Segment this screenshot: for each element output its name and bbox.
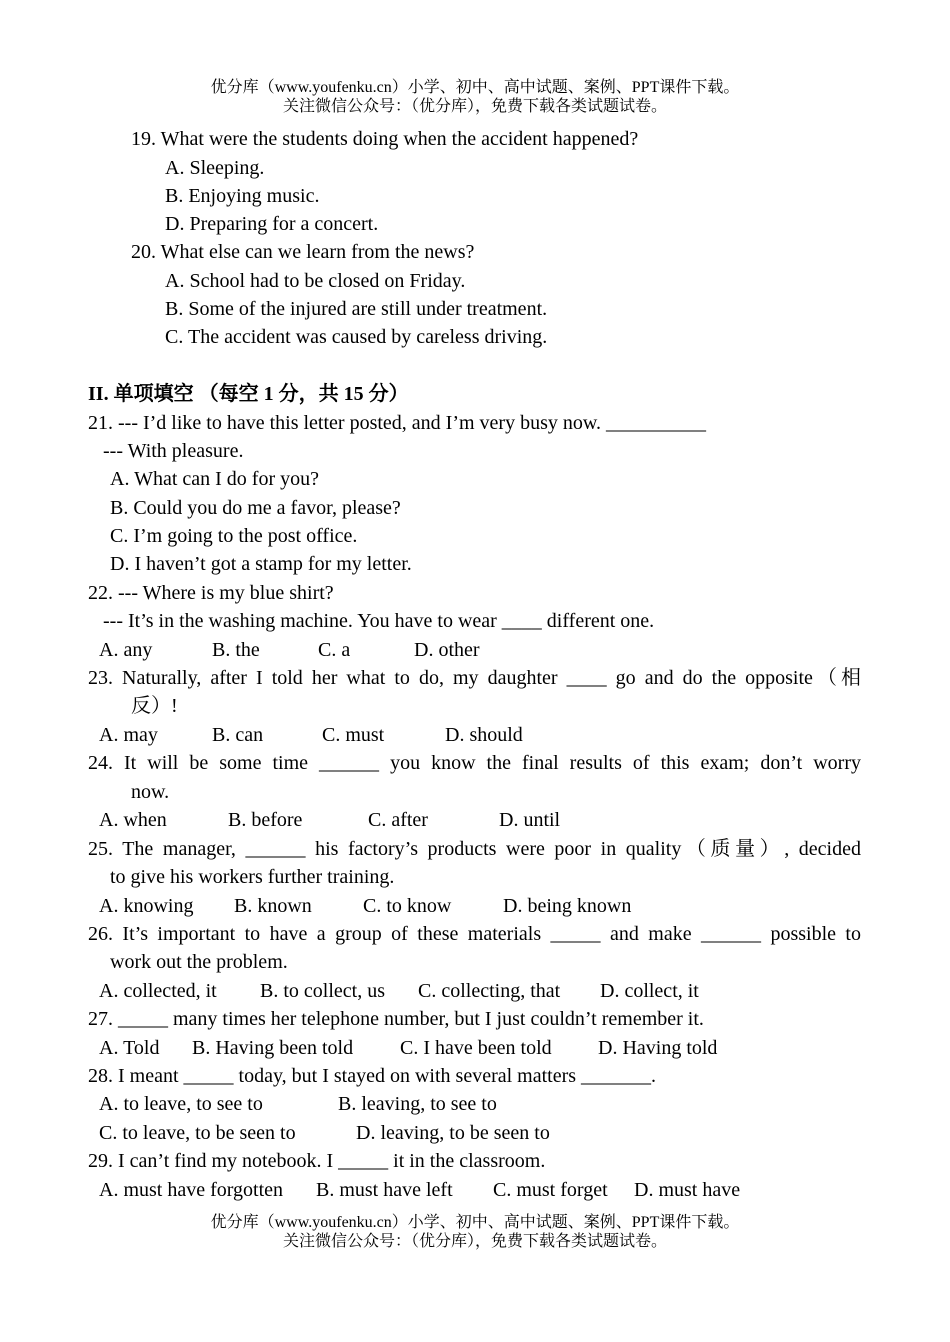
question-27-option-c: C. I have been told — [400, 1037, 552, 1059]
question-21-stem: 21. --- I’d like to have this letter posted, and I’m very busy now. __________ — [88, 412, 707, 434]
question-28-option-d: D. leaving, to be seen to — [356, 1122, 550, 1144]
question-23-stem-continued: 反）! — [131, 695, 178, 717]
question-19-stem: 19. What were the students doing when the accident happened? — [131, 128, 639, 150]
question-26-stem: 26. It’s important to have a group of these materials _____ and make ______ possible to — [88, 923, 861, 945]
question-29-option-a: A. must have forgotten — [99, 1179, 284, 1201]
question-22-option-b: B. the — [212, 639, 260, 661]
question-24-option-d: D. until — [499, 809, 561, 831]
question-25-option-c: C. to know — [363, 895, 452, 917]
question-20-option-c: C. The accident was caused by careless driving. — [165, 326, 548, 348]
question-25-option-b: B. known — [234, 895, 312, 917]
question-21-option-a: A. What can I do for you? — [110, 468, 320, 490]
question-20-option-b: B. Some of the injured are still under treatment. — [165, 298, 548, 320]
question-27-option-a: A. Told — [99, 1037, 160, 1059]
question-24-stem: 24. It will be some time ______ you know the final results of this exam; don’t worry — [88, 752, 861, 774]
section-2-title: II. 单项填空 （每空 1 分，共 15 分） — [88, 383, 409, 405]
question-20-stem: 20. What else can we learn from the news? — [131, 241, 475, 263]
question-24-option-b: B. before — [228, 809, 303, 831]
question-24-option-a: A. when — [99, 809, 167, 831]
question-20-option-a: A. School had to be closed on Friday. — [165, 270, 466, 292]
question-25-stem-continued: to give his workers further training. — [110, 866, 395, 888]
question-23-option-d: D. should — [445, 724, 523, 746]
question-26-option-c: C. collecting, that — [418, 980, 561, 1002]
page-footer-line-1: 优分库（www.youfenku.cn）小学、初中、高中试题、案例、PPT课件下载。 — [210, 1214, 740, 1231]
page-header-line-2: 关注微信公众号：（优分库），免费下载各类试题试卷。 — [282, 98, 667, 115]
question-19-option-d: D. Preparing for a concert. — [165, 213, 379, 235]
page-footer-line-2: 关注微信公众号：（优分库），免费下载各类试题试卷。 — [282, 1233, 667, 1250]
question-21-reply: --- With pleasure. — [103, 440, 244, 462]
question-23-option-a: A. may — [99, 724, 158, 746]
question-22-reply: --- It’s in the washing machine. You have to wear ____ different one. — [103, 610, 655, 632]
question-23-stem: 23. Naturally, after I told her what to do, my daughter ____ go and do the opposite（相 — [88, 667, 861, 689]
question-21-option-c: C. I’m going to the post office. — [110, 525, 358, 547]
question-22-stem: 22. --- Where is my blue shirt? — [88, 582, 334, 604]
question-21-option-b: B. Could you do me a favor, please? — [110, 497, 401, 519]
question-29-option-c: C. must forget — [493, 1179, 608, 1201]
question-28-option-b: B. leaving, to see to — [338, 1093, 497, 1115]
question-28-stem: 28. I meant _____ today, but I stayed on with several matters _______. — [88, 1065, 657, 1087]
question-28-option-c: C. to leave, to be seen to — [99, 1122, 296, 1144]
question-22-option-d: D. other — [414, 639, 480, 661]
question-29-option-b: B. must have left — [316, 1179, 453, 1201]
question-26-stem-continued: work out the problem. — [110, 951, 288, 973]
question-19-option-b: B. Enjoying music. — [165, 185, 320, 207]
question-25-option-d: D. being known — [503, 895, 632, 917]
question-26-option-a: A. collected, it — [99, 980, 217, 1002]
question-25-stem: 25. The manager, ______ his factory’s products were poor in quality（质量）, decided — [88, 838, 861, 860]
page-header-line-1: 优分库（www.youfenku.cn）小学、初中、高中试题、案例、PPT课件下载。 — [210, 79, 740, 96]
question-29-option-d: D. must have — [634, 1179, 741, 1201]
question-24-option-c: C. after — [368, 809, 428, 831]
question-29-stem: 29. I can’t find my notebook. I _____ it in the classroom. — [88, 1150, 546, 1172]
question-24-stem-continued: now. — [131, 781, 170, 803]
question-23-option-b: B. can — [212, 724, 264, 746]
question-21-option-d: D. I haven’t got a stamp for my letter. — [110, 553, 412, 575]
question-23-option-c: C. must — [322, 724, 385, 746]
question-22-option-a: A. any — [99, 639, 153, 661]
question-25-option-a: A. knowing — [99, 895, 194, 917]
question-27-stem: 27. _____ many times her telephone number, but I just couldn’t remember it. — [88, 1008, 704, 1030]
question-26-option-d: D. collect, it — [600, 980, 699, 1002]
question-28-option-a: A. to leave, to see to — [99, 1093, 263, 1115]
question-26-option-b: B. to collect, us — [260, 980, 385, 1002]
question-19-option-a: A. Sleeping. — [165, 157, 265, 179]
question-22-option-c: C. a — [318, 639, 351, 661]
question-27-option-b: B. Having been told — [192, 1037, 354, 1059]
question-27-option-d: D. Having told — [598, 1037, 718, 1059]
